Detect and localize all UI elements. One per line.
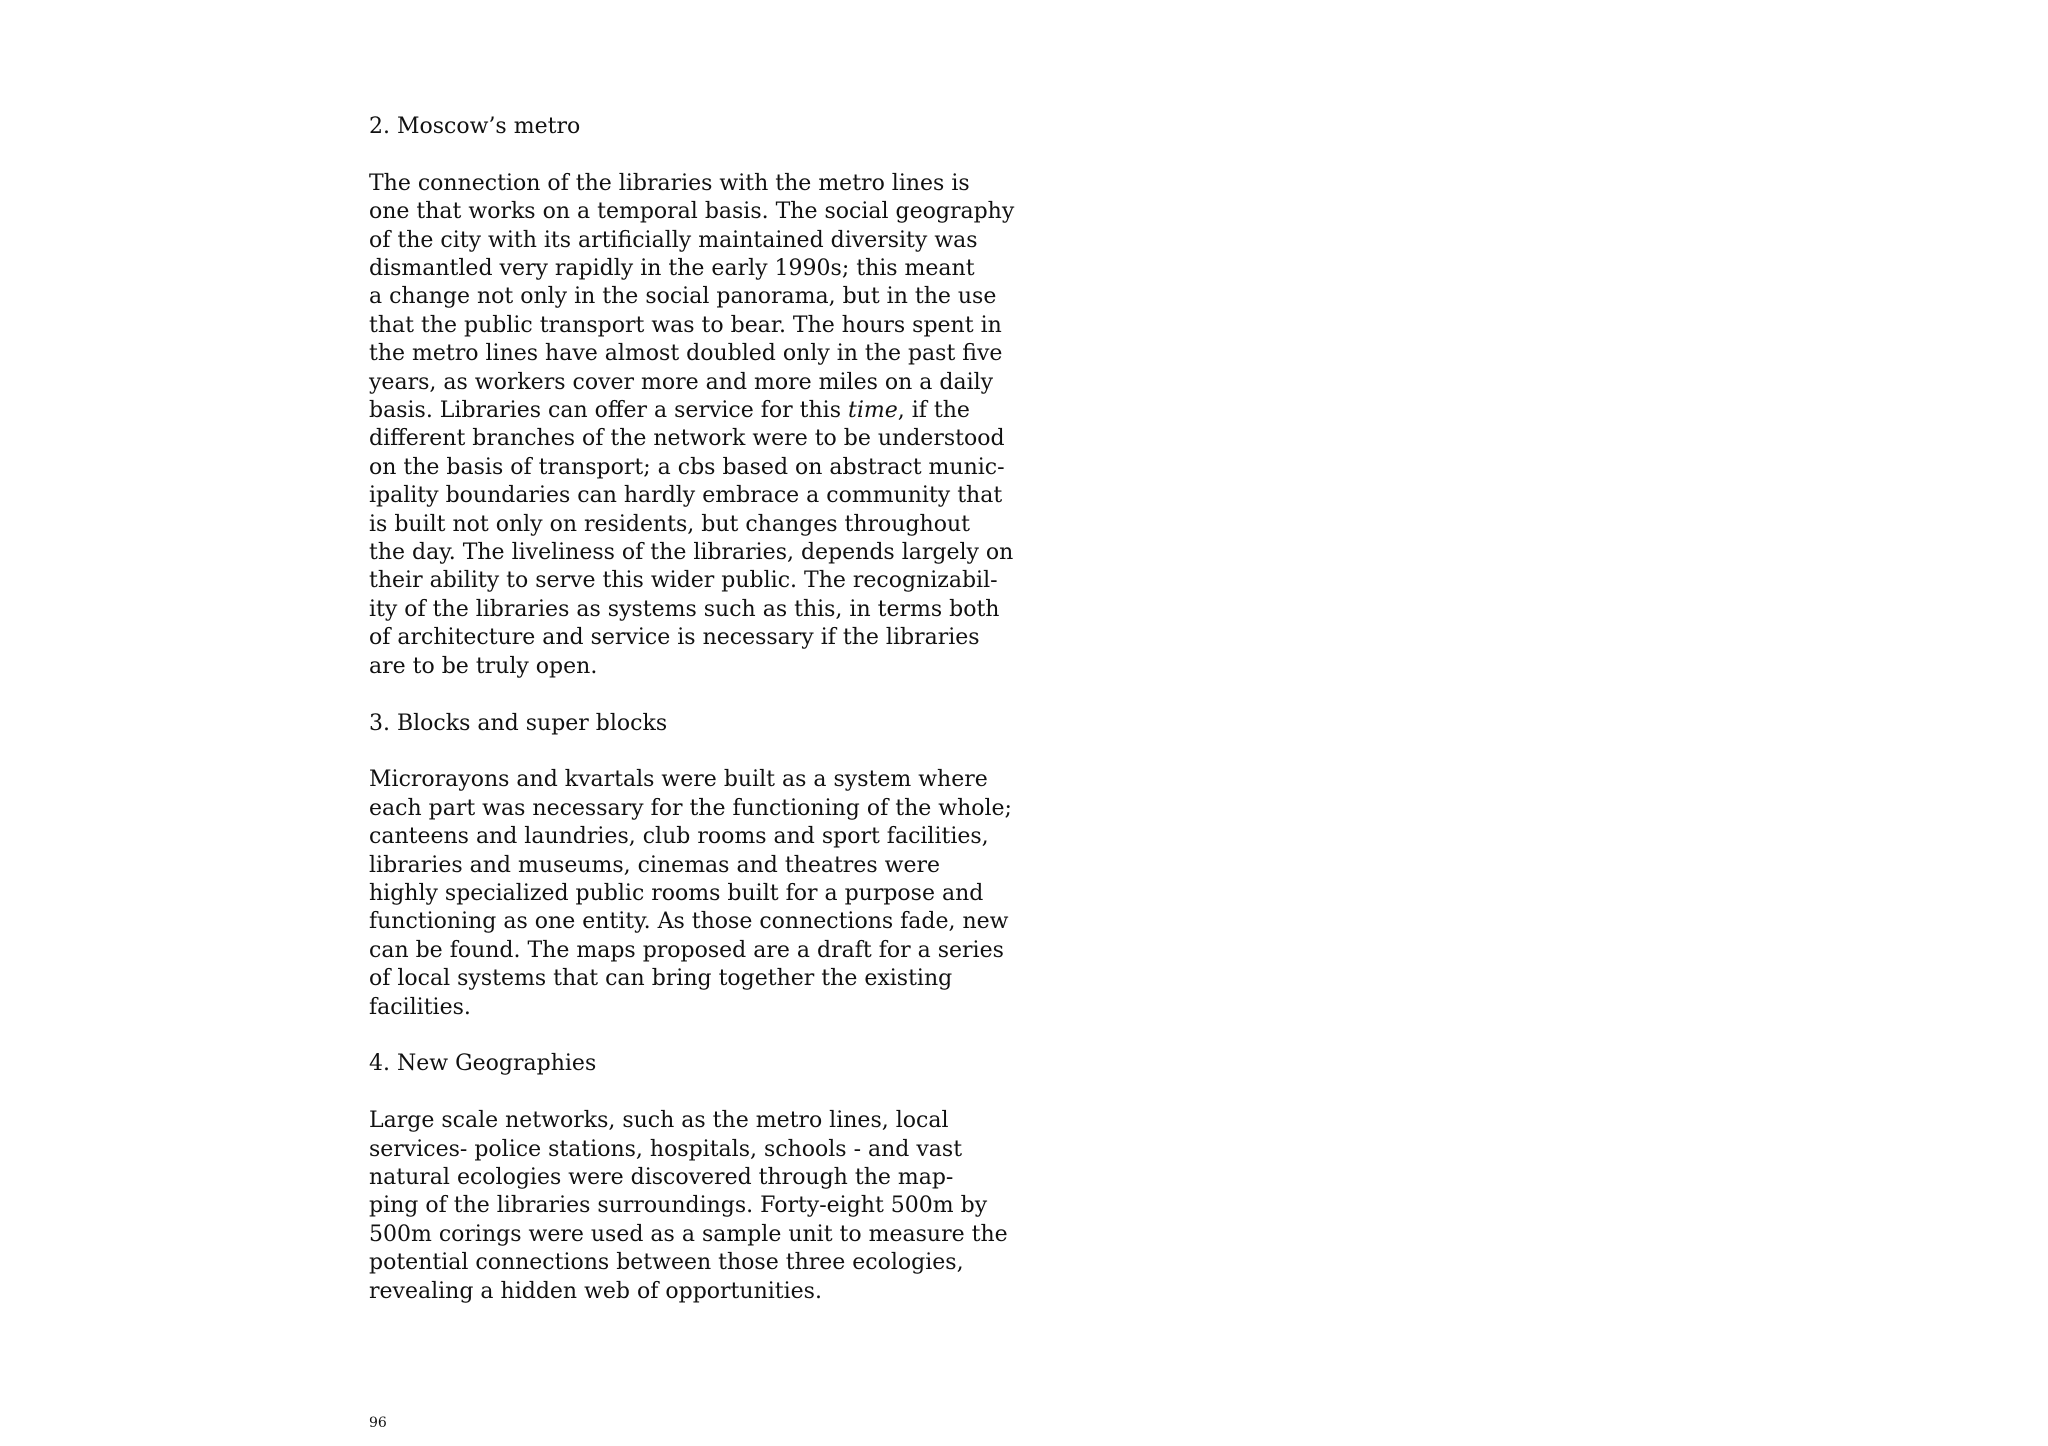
text-line: of the city with its artificially maintained diversity was (369, 227, 978, 253)
text-line: highly specialized public rooms built for a purpose and (369, 880, 984, 906)
section-blocks-and-super-blocks (369, 710, 1012, 1022)
section-moscows-metro (369, 113, 1015, 681)
text-line: natural ecologies were discovered through the map- (369, 1164, 954, 1190)
text-line: Microrayons and kvartals were built as a system where (369, 767, 988, 793)
text-line: functioning as one entity. As those connections fade, new (369, 909, 1009, 935)
paragraph (369, 1107, 1008, 1306)
text-line: is built not only on residents, but changes throughout (369, 511, 970, 537)
text-line: services- police stations, hospitals, schools - and vast (369, 1136, 963, 1162)
text-line: of local systems that can bring together the existing (369, 966, 953, 992)
section-new-geographies (369, 1050, 1008, 1306)
spacer (369, 141, 969, 169)
paragraph (369, 170, 1015, 681)
page-number: 96 (369, 1415, 387, 1431)
text-column (369, 113, 1015, 1306)
text-line: canteens and laundries, club rooms and sport facilities, (369, 824, 989, 850)
text-line: the metro lines have almost doubled only in the past five (369, 341, 1003, 367)
text-line: Large scale networks, such as the metro lines, local (369, 1108, 949, 1134)
text-line: ping of the libraries surroundings. Forty-eight 500m by (369, 1193, 988, 1219)
text-line (369, 397, 969, 425)
text-line: ity of the libraries as systems such as this, in terms both (369, 596, 1000, 622)
text-line: dismantled very rapidly in the early 1990s; this meant (369, 256, 975, 282)
section-heading: 4. New Geographies (369, 1051, 597, 1077)
text-fragment: , if the (897, 398, 970, 424)
spacer (369, 681, 969, 709)
text-line: revealing a hidden web of opportunities. (369, 1278, 822, 1304)
text-line: each part was necessary for the functioning of the whole; (369, 795, 1012, 821)
text-fragment: basis. Libraries can offer a service for this (369, 398, 848, 424)
text-line: potential connections between those three ecologies, (369, 1250, 964, 1276)
text-line: that the public transport was to bear. The hours spent in (369, 312, 1002, 338)
text-line: facilities. (369, 994, 471, 1020)
text-line: a change not only in the social panorama, but in the use (369, 284, 997, 310)
spacer (369, 1079, 969, 1107)
emphasis-time: time (847, 398, 898, 424)
text-line: can be found. The maps proposed are a draft for a series (369, 937, 1004, 963)
text-line: 500m corings were used as a sample unit to measure the (369, 1221, 1008, 1247)
paragraph (369, 766, 1012, 1022)
text-line: one that works on a temporal basis. The social geography (369, 199, 1015, 225)
text-line: their ability to serve this wider public. The recognizabil- (369, 568, 998, 594)
text-line: The connection of the libraries with the metro lines is (369, 170, 970, 196)
spacer (369, 738, 969, 766)
text-line: libraries and museums, cinemas and theatres were (369, 852, 941, 878)
spacer (369, 1022, 969, 1050)
text-line: on the basis of transport; a cbs based on abstract munic- (369, 454, 1005, 480)
section-heading: 3. Blocks and super blocks (369, 710, 668, 736)
text-line: the day. The liveliness of the libraries, depends largely on (369, 540, 1014, 566)
text-line: ipality boundaries can hardly embrace a community that (369, 483, 1003, 509)
text-line: are to be truly open. (369, 653, 598, 679)
section-heading: 2. Moscow’s metro (369, 114, 581, 139)
text-line: different branches of the network were to be understood (369, 426, 1005, 452)
text-line: of architecture and service is necessary if the libraries (369, 625, 980, 651)
text-line: years, as workers cover more and more miles on a daily (369, 369, 994, 395)
